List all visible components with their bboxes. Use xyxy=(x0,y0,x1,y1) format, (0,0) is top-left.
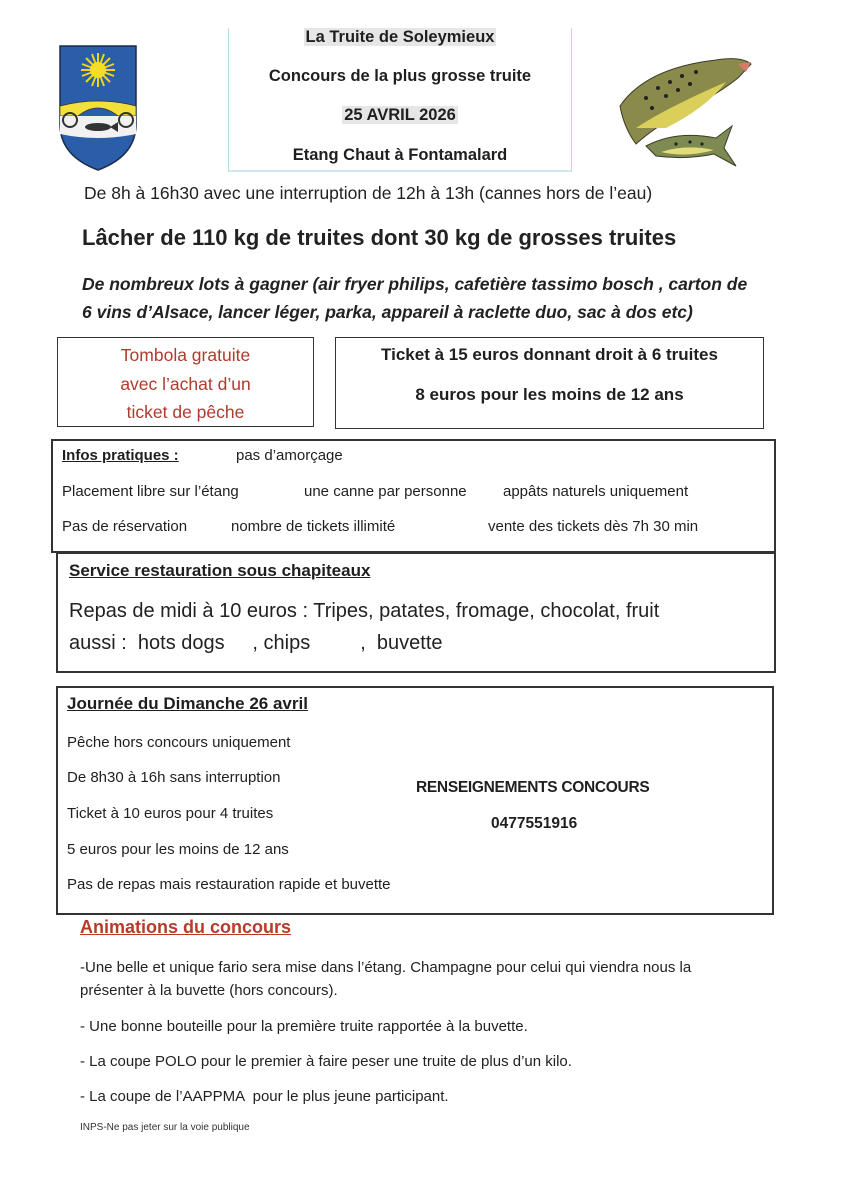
info-item: vente des tickets dès 7h 30 min xyxy=(488,518,699,535)
sunday-line: De 8h30 à 16h sans interruption xyxy=(67,769,281,786)
practical-info-box xyxy=(51,439,776,553)
coat-of-arms-icon xyxy=(58,44,138,172)
sunday-line: 5 euros pour les moins de 12 ans xyxy=(67,841,289,858)
sunday-line: Pas de repas mais restauration rapide et buvette xyxy=(67,876,391,893)
leaping-trout-illustration xyxy=(606,48,756,178)
club-name: La Truite de Soleymieux xyxy=(305,28,495,46)
sunday-line: Pêche hors concours uniquement xyxy=(67,734,291,751)
animation-item: présenter à la buvette (hors concours). xyxy=(80,982,338,999)
info-item: Pas de réservation xyxy=(62,518,188,535)
info-item: nombre de tickets illimité xyxy=(231,518,396,535)
contact-label: RENSEIGNEMENTS CONCOURS xyxy=(416,779,650,796)
contact-phone[interactable]: 0477551916 xyxy=(491,815,578,832)
catering-extras: aussi : hots dogs , chips , buvette xyxy=(69,632,443,654)
sunday-heading: Journée du Dimanche 26 avril xyxy=(67,694,308,713)
animations-heading: Animations du concours xyxy=(80,917,292,937)
ticket-child-price: 8 euros pour les moins de 12 ans xyxy=(415,385,684,404)
prizes-list xyxy=(82,270,812,326)
event-title: Concours de la plus grosse truite xyxy=(268,67,532,85)
ticket-adult-price: Ticket à 15 euros donnant droit à 6 truites xyxy=(381,345,718,364)
trout-release-headline: Lâcher de 110 kg de truites dont 30 kg de grosses truites xyxy=(82,225,677,250)
event-date: 25 AVRIL 2026 xyxy=(344,106,456,124)
footer-notice: INPS-Ne pas jeter sur la voie publique xyxy=(80,1122,250,1133)
info-item: Placement libre sur l’étang xyxy=(62,483,239,500)
tombola-line-2: avec l’achat d’un xyxy=(120,373,251,394)
competition-hours: De 8h à 16h30 avec une interruption de 12h à 13h (cannes hors de l’eau) xyxy=(84,183,653,203)
info-item: appâts naturels uniquement xyxy=(503,483,689,500)
catering-menu: Repas de midi à 10 euros : Tripes, patates, fromage, chocolat, fruit xyxy=(69,600,660,622)
prizes-line-1: De nombreux lots à gagner (air fryer philips, cafetière tassimo bosch , carton de xyxy=(82,274,748,294)
animation-item: -Une belle et unique fario sera mise dans l’étang. Champagne pour celui qui viendra nous la xyxy=(80,959,692,976)
info-item: pas d’amorçage xyxy=(236,447,343,464)
animation-item: - La coupe POLO pour le premier à faire peser une truite de plus d’un kilo. xyxy=(80,1053,572,1070)
prizes-line-2: 6 vins d’Alsace, lancer léger, parka, appareil à raclette duo, sac à dos etc) xyxy=(82,302,693,322)
tombola-line-3: ticket de pêche xyxy=(126,402,245,422)
tombola-line-1: Tombola gratuite xyxy=(120,345,251,365)
catering-heading: Service restauration sous chapiteaux xyxy=(69,561,371,580)
sunday-line: Ticket à 10 euros pour 4 truites xyxy=(67,805,274,822)
ticket-price-box xyxy=(335,337,764,429)
tombola-box xyxy=(57,337,314,427)
info-item: une canne par personne xyxy=(304,483,467,500)
event-location: Etang Chaut à Fontamalard xyxy=(292,146,508,164)
sunday-box xyxy=(56,686,774,915)
animation-item: - La coupe de l’AAPPMA pour le plus jeune participant. xyxy=(80,1088,449,1105)
animation-item: - Une bonne bouteille pour la première truite rapportée à la buvette. xyxy=(80,1018,528,1035)
event-title-box xyxy=(228,28,572,172)
catering-box xyxy=(56,552,776,673)
practical-info-label: Infos pratiques : xyxy=(62,447,179,464)
